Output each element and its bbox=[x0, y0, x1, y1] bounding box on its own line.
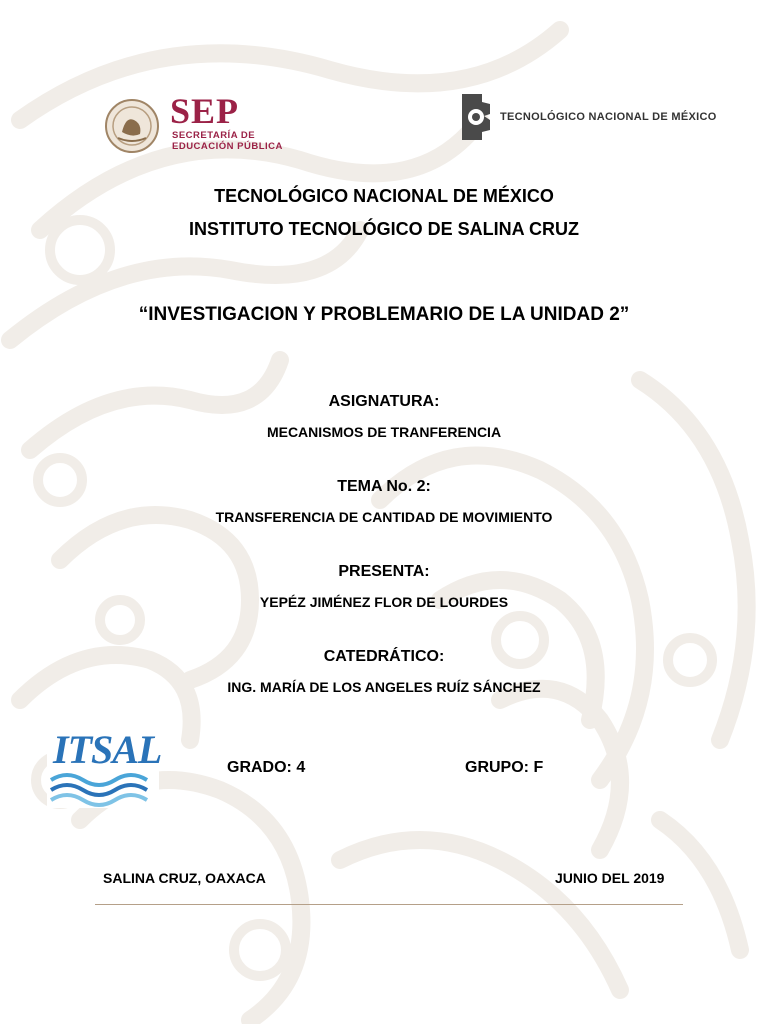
footer-place: SALINA CRUZ, OAXACA bbox=[103, 870, 266, 886]
presenta-value: YEPÉZ JIMÉNEZ FLOR DE LOURDES bbox=[259, 594, 509, 610]
catedratico-label: CATEDRÁTICO: bbox=[323, 648, 445, 665]
asignatura-label: ASIGNATURA: bbox=[328, 393, 440, 410]
campus-name: INSTITUTO TECNOLÓGICO DE SALINA CRUZ bbox=[189, 219, 579, 239]
sep-line-2: EDUCACIÓN PÚBLICA bbox=[172, 141, 283, 152]
itsal-logo bbox=[47, 726, 162, 808]
document-title: “INVESTIGACION Y PROBLEMARIO DE LA UNIDAD 2” bbox=[138, 304, 630, 325]
sep-line-1: SECRETARÍA DE bbox=[172, 130, 256, 141]
presenta-label: PRESENTA: bbox=[338, 563, 430, 580]
tema-label: TEMA No. 2: bbox=[337, 478, 431, 495]
sep-acronym: SEP bbox=[170, 91, 240, 131]
tema-value: TRANSFERENCIA DE CANTIDAD DE MOVIMIENTO bbox=[215, 509, 553, 525]
asignatura-value: MECANISMOS DE TRANFERENCIA bbox=[266, 424, 502, 440]
tecnm-name: TECNOLÓGICO NACIONAL DE MÉXICO bbox=[500, 111, 717, 123]
footer-date: JUNIO DEL 2019 bbox=[555, 870, 665, 886]
catedratico-value: ING. MARÍA DE LOS ANGELES RUÍZ SÁNCHEZ bbox=[227, 679, 541, 695]
itsal-logo-text: ITSAL bbox=[53, 727, 162, 772]
grado: GRADO: 4 bbox=[227, 759, 306, 776]
waves-icon bbox=[47, 766, 159, 808]
grupo: GRUPO: F bbox=[465, 759, 544, 776]
mexico-seal-icon bbox=[104, 98, 164, 154]
tecnm-gear-icon bbox=[456, 90, 494, 142]
institution-name: TECNOLÓGICO NACIONAL DE MÉXICO bbox=[214, 186, 554, 206]
footer-divider bbox=[95, 904, 683, 905]
